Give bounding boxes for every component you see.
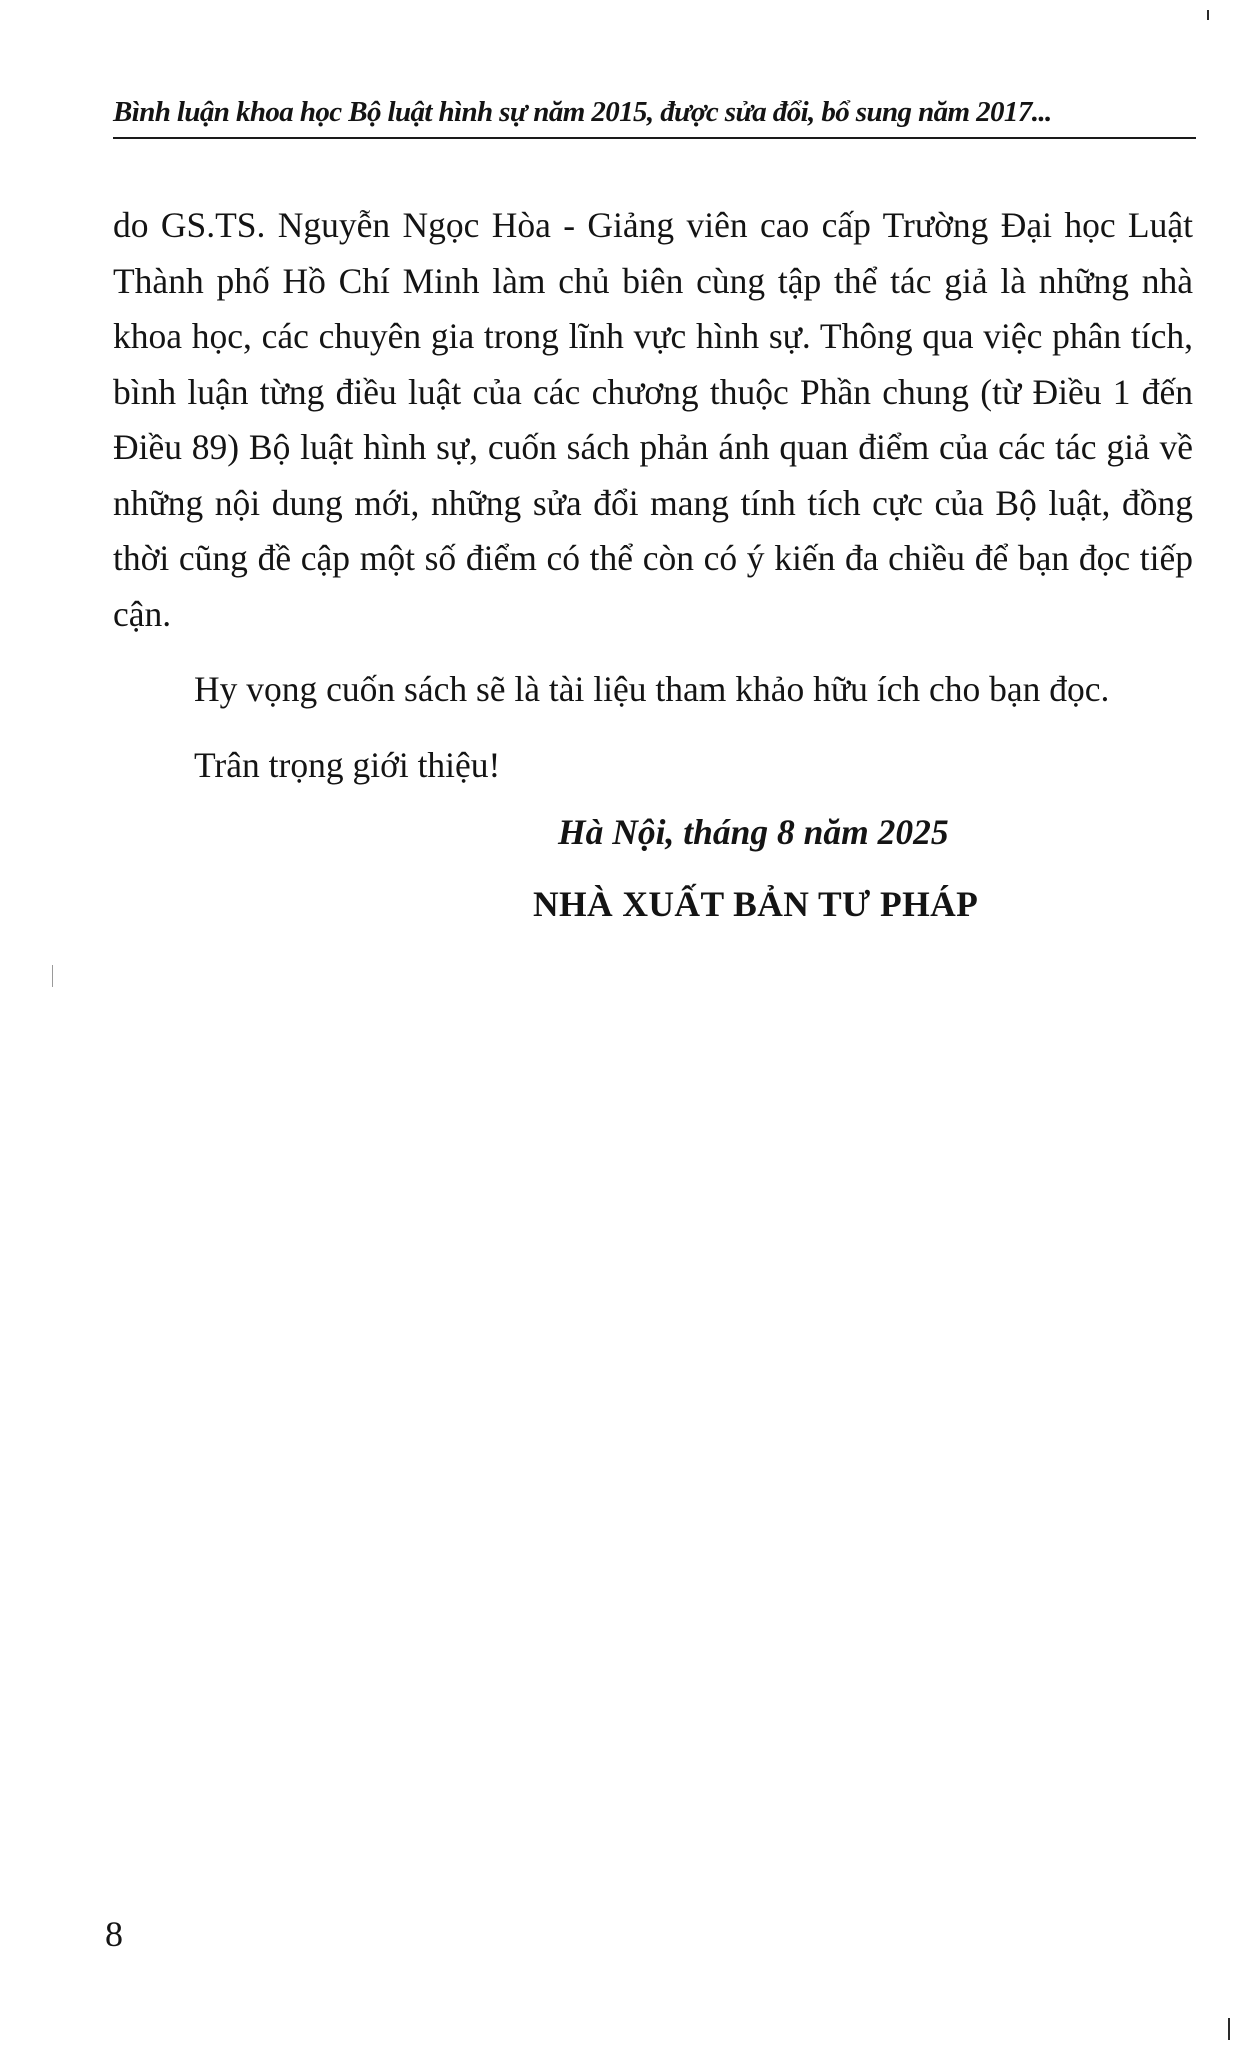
signature-block xyxy=(533,796,979,940)
signature-place-date: Hà Nội, tháng 8 năm 2025 xyxy=(558,812,949,852)
running-header: Bình luận khoa học Bộ luật hình sự năm 2015, được sửa đổi, bổ sung năm 2017... xyxy=(113,96,1052,128)
paragraph-continuation: do GS.TS. Nguyễn Ngọc Hòa - Giảng viên cao cấp Trường Đại học Luật Thành phố Hồ Chí Minh làm chủ biên cùng tập thể tác giả là những nhà khoa học, các chuyên gia trong lĩnh vực hình sự. Thông qua việc phân tích, bình luận từng điều luật của các chương thuộc Phần chung (từ Điều 1 đến Điều 89) Bộ luật hình sự, cuốn sách phản ánh quan điểm của các tác giả về những nội dung mới, những sửa đổi mang tính tích cực của Bộ luật, đồng thời cũng đề cập một số điểm có thể còn có ý kiến đa chiều để bạn đọc tiếp cận. xyxy=(113,205,1193,634)
signature-publisher: NHÀ XUẤT BẢN TƯ PHÁP xyxy=(533,884,979,924)
body-text xyxy=(113,198,1193,793)
paragraph-hope: Hy vọng cuốn sách sẽ là tài liệu tham khảo hữu ích cho bạn đọc. xyxy=(194,669,1110,709)
page-number: 8 xyxy=(105,1914,123,1954)
scan-speck-top-right xyxy=(1207,10,1209,20)
scan-speck-bottom-right xyxy=(1228,2018,1230,2040)
paragraph-closing: Trân trọng giới thiệu! xyxy=(194,744,501,785)
scan-speck-left xyxy=(52,965,53,987)
header-rule xyxy=(113,137,1196,139)
